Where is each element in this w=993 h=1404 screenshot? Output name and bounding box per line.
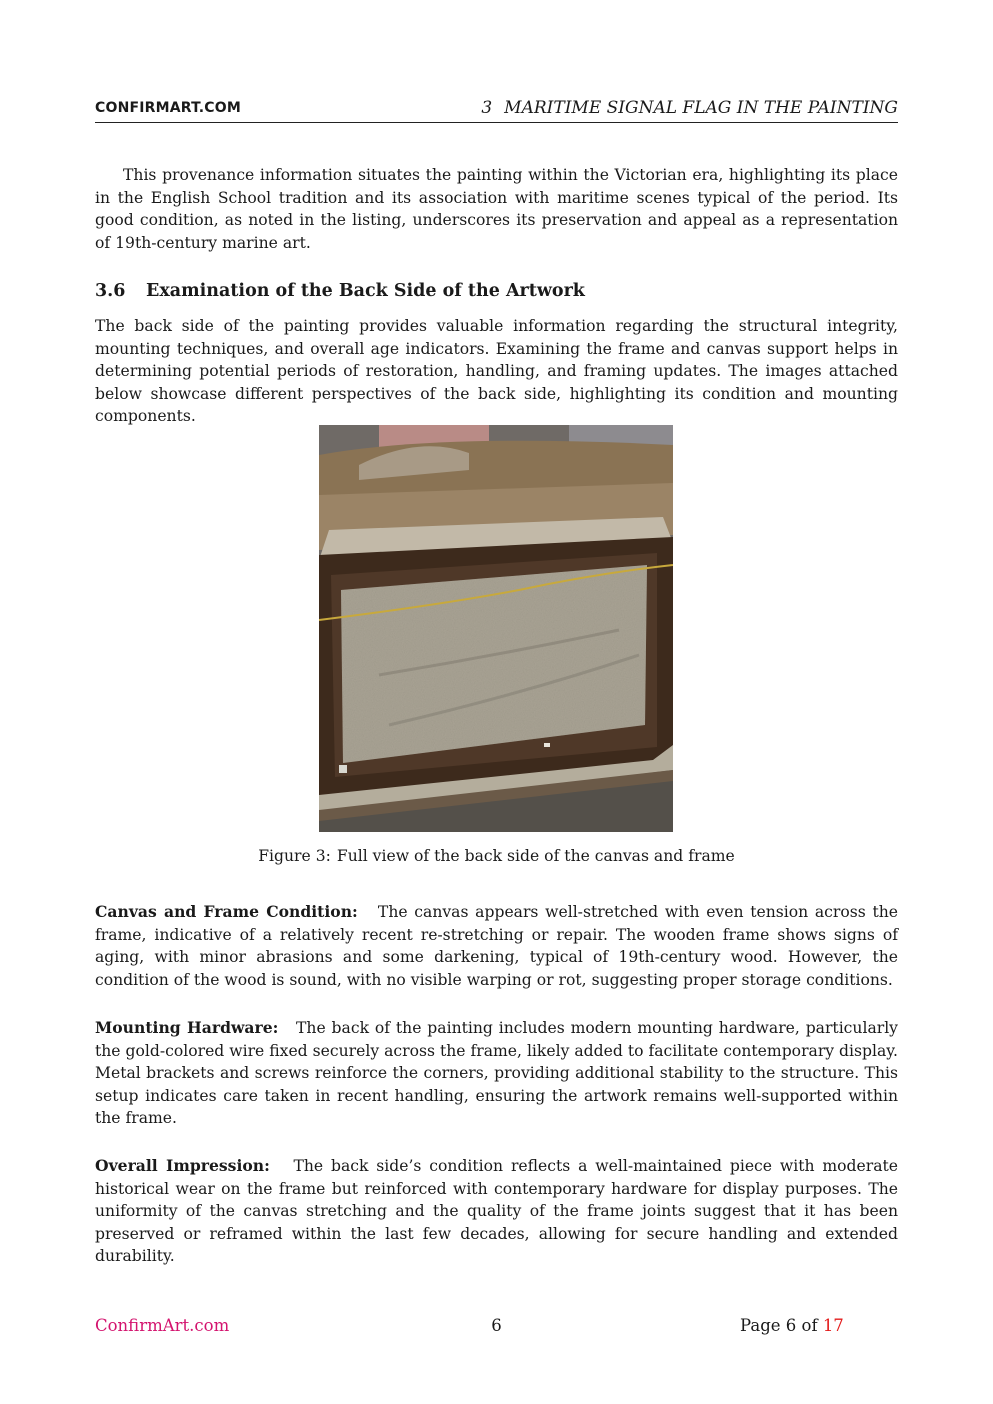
site-logo: CONFIRMART.COM — [95, 100, 242, 116]
detail-text: The back of the painting includes modern mounting hardware, particularly the gold-colored wire fixed securely across the frame, likely added to facilitate contemporary display. Metal brackets and screws reinforce the corners, providing additional stability to the structure. This setup indicates care taken in recent handling, ensuring the artwork remains well-supported within the frame. — [95, 1019, 898, 1128]
running-head-section-number: 3 — [481, 98, 493, 118]
footer-page-prefix: Page 6 of — [740, 1316, 818, 1335]
footer-page-total-link[interactable]: 17 — [822, 1316, 844, 1335]
detail-text: The back side’s condition reflects a well-maintained piece with moderate historical wear on the frame but reinforced with contemporary hardware for display purposes. The uniformity of the canvas stretching and the quality of the frame joints suggest that it has been preserved or reframed within the last few decades, allowing for secure handling and extended durability. — [95, 1157, 898, 1266]
intro-paragraph: This provenance information situates the painting within the Victorian era, highlighting its place in the English School tradition and its association with maritime scenes typical of the period. Its good condition, as noted in the listing, underscores its preservation and appeal as a representation of 19th-century marine art. — [95, 166, 898, 252]
footer-page-count — [740, 1316, 844, 1335]
detail-overall-impression — [95, 1155, 898, 1268]
detail-canvas-frame-condition — [95, 901, 898, 991]
section-paragraph: The back side of the painting provides valuable information regarding the structural integrity, mounting techniques, and overall age indicators. Examining the frame and canvas support helps in determining potential periods of restoration, handling, and framing updates. The images attached below showcase different perspectives of the back side, highlighting its condition and mounting components. — [95, 317, 898, 426]
footer-site-link[interactable]: ConfirmArt.com — [95, 1316, 230, 1335]
figure-back-side-photo — [319, 425, 673, 832]
figure-label: Figure 3: — [258, 847, 331, 865]
detail-term: Mounting Hardware: — [95, 1018, 279, 1037]
detail-term: Canvas and Frame Condition: — [95, 902, 358, 921]
page-header — [95, 96, 898, 123]
footer-page-number: 6 — [491, 1316, 502, 1335]
figure-caption — [0, 847, 993, 865]
section-heading — [95, 281, 585, 301]
section-number: 3.6 — [95, 281, 126, 301]
figure-caption-text: Full view of the back side of the canvas and frame — [336, 847, 735, 865]
detail-term: Overall Impression: — [95, 1156, 270, 1175]
running-head-section-title: MARITIME SIGNAL FLAG IN THE PAINTING — [504, 98, 898, 118]
detail-mounting-hardware — [95, 1017, 898, 1130]
canvas-back-illustration — [319, 425, 673, 832]
detail-text: The canvas appears well-stretched with even tension across the frame, indicative of a relatively recent re-stretching or repair. The wooden frame shows signs of aging, with minor abrasions and some darkening, typical of 19th-century wood. However, the condition of the wood is sound, with no visible warping or rot, suggesting proper storage conditions. — [95, 903, 898, 989]
running-head — [481, 98, 898, 118]
section-title: Examination of the Back Side of the Artwork — [146, 281, 585, 301]
